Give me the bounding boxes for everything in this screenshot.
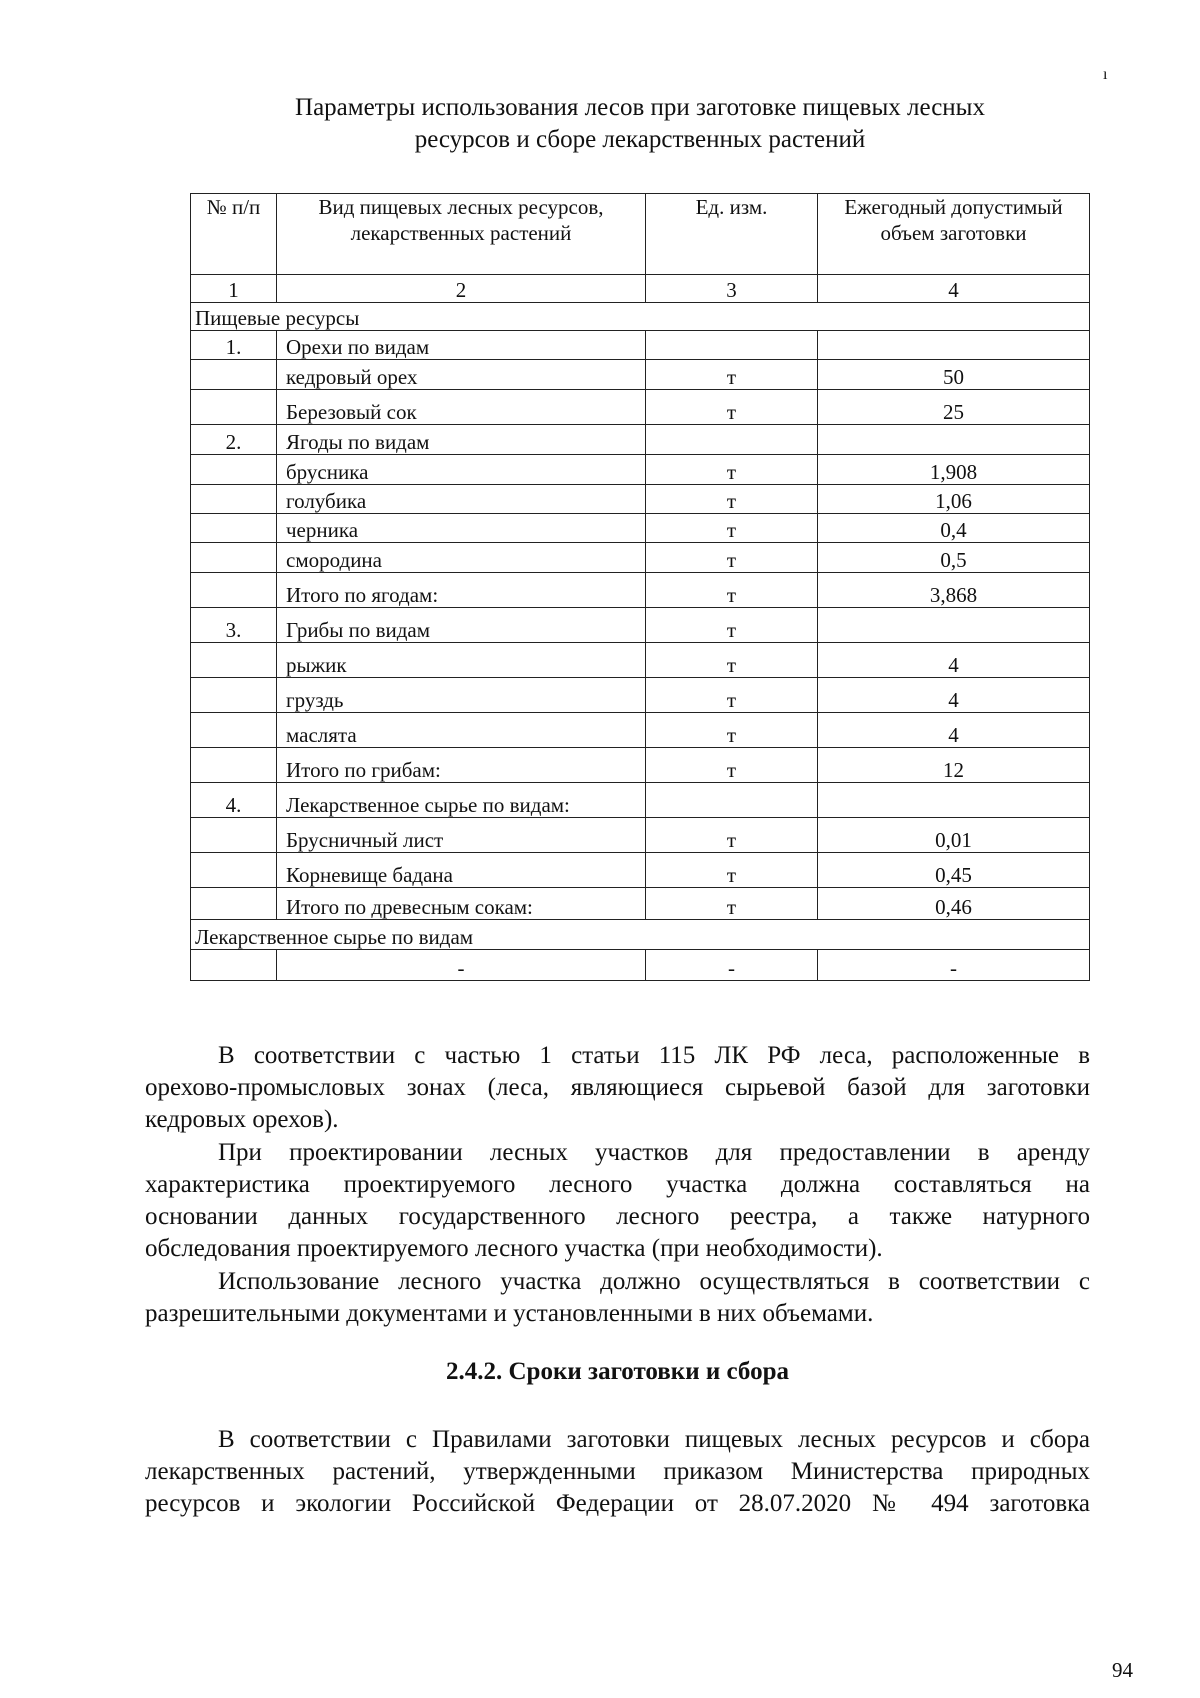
row-name: черника [277,514,646,543]
table-row [191,783,1090,818]
row-value: 25 [818,390,1090,425]
header-annual-volume: Ежегодный допустимый объем заготовки [818,194,1090,275]
row-name: рыжик [277,643,646,678]
row-unit: т [646,360,818,390]
row-unit: т [646,888,818,920]
row-value: 0,46 [818,888,1090,920]
row-unit: т [646,543,818,573]
row-unit [646,425,818,455]
table-row [191,853,1090,888]
title-line-2: ресурсов и сборе лекарственных растений [414,126,866,153]
table-row [191,543,1090,573]
text-line: В соответствии с частью 1 статьи 115 ЛК РФ леса, расположенные в [218,1042,1090,1069]
table-row [191,888,1090,920]
text-line: характеристика проектируемого лесного участка должна составляться на [145,1171,1090,1198]
row-name: - [277,950,646,981]
page-title [190,92,1090,156]
table-row [191,748,1090,783]
row-number [191,390,277,425]
col-number: 4 [818,275,1090,303]
row-value: 1,06 [818,485,1090,514]
row-unit: т [646,573,818,608]
row-value: 4 [818,643,1090,678]
row-value [818,783,1090,818]
table-row [191,678,1090,713]
table-row [191,455,1090,485]
row-number [191,888,277,920]
row-number [191,950,277,981]
row-value: 50 [818,360,1090,390]
col-number: 3 [646,275,818,303]
text-line: орехово-промысловых зонах (леса, являющиеся сырьевой базой для заготовки [145,1074,1090,1101]
table-row [191,425,1090,455]
row-unit: т [646,748,818,783]
header-unit: Ед. изм. [646,194,818,275]
section-row-medicinal [191,920,1090,950]
text-line: основании данных государственного лесного реестра, а также натурного [145,1203,1090,1230]
row-unit: т [646,485,818,514]
text-line: разрешительными документами и установленными в них объемами. [145,1300,874,1327]
row-name: смородина [277,543,646,573]
row-unit: т [646,514,818,543]
title-line-1: Параметры использования лесов при заготовке пищевых лесных [295,94,985,121]
table-row [191,573,1090,608]
row-unit: т [646,390,818,425]
row-unit: т [646,818,818,853]
row-number [191,748,277,783]
row-name: Орехи по видам [277,331,646,360]
row-number [191,360,277,390]
section-label: Пищевые ресурсы [191,303,1090,331]
table-row [191,485,1090,514]
table-row [191,360,1090,390]
row-unit: т [646,643,818,678]
section-label: Лекарственное сырье по видам [191,920,1090,950]
row-name: брусника [277,455,646,485]
row-name: Березовый сок [277,390,646,425]
paragraph-3 [145,1266,1090,1330]
table-row [191,331,1090,360]
row-number [191,818,277,853]
row-value [818,608,1090,643]
table-row [191,390,1090,425]
row-number [191,678,277,713]
table-row [191,818,1090,853]
row-unit [646,783,818,818]
row-number: 1. [191,331,277,360]
row-number: 2. [191,425,277,455]
row-name: Корневище бадана [277,853,646,888]
col-number: 2 [277,275,646,303]
table-row [191,608,1090,643]
row-number [191,713,277,748]
row-value: 0,4 [818,514,1090,543]
column-number-row [191,275,1090,303]
row-name: Ягоды по видам [277,425,646,455]
row-value [818,425,1090,455]
row-unit: т [646,455,818,485]
resources-table [190,193,1090,981]
text-line: При проектировании лесных участков для предоставлении в аренду [218,1139,1090,1166]
text-line: кедровых орехов). [145,1106,339,1133]
table-row [191,713,1090,748]
row-name: Итого по ягодам: [277,573,646,608]
row-number [191,543,277,573]
section-row-food [191,303,1090,331]
text-line: обследования проектируемого лесного участка (при необходимости). [145,1235,883,1262]
row-value: 12 [818,748,1090,783]
row-number [191,573,277,608]
text-line: лекарственных растений, утвержденными приказом Министерства природных [145,1458,1090,1485]
row-name: Брусничный лист [277,818,646,853]
row-number [191,514,277,543]
corner-mark: ı [1103,66,1108,83]
row-unit: т [646,608,818,643]
page-number: 94 [1112,1658,1133,1682]
paragraph-4 [145,1424,1090,1520]
row-number: 4. [191,783,277,818]
row-unit: - [646,950,818,981]
row-unit: т [646,713,818,748]
row-name: маслята [277,713,646,748]
row-value: - [818,950,1090,981]
row-number [191,853,277,888]
row-value: 0,45 [818,853,1090,888]
table-header-row [191,194,1090,275]
row-name: Лекарственное сырье по видам: [277,783,646,818]
row-value [818,331,1090,360]
text-line: Использование лесного участка должно осуществляться в соответствии с [218,1268,1090,1295]
text-line: В соответствии с Правилами заготовки пищевых лесных ресурсов и сбора [218,1426,1090,1453]
row-name: Грибы по видам [277,608,646,643]
row-value: 1,908 [818,455,1090,485]
row-value: 3,868 [818,573,1090,608]
row-value: 0,01 [818,818,1090,853]
row-unit [646,331,818,360]
table-row [191,514,1090,543]
row-number [191,455,277,485]
row-name: груздь [277,678,646,713]
row-number [191,643,277,678]
text-line: ресурсов и экологии Российской Федерации от 28.07.2020 № 494 заготовка [145,1490,1090,1517]
row-number: 3. [191,608,277,643]
row-unit: т [646,853,818,888]
row-value: 4 [818,678,1090,713]
row-value: 4 [818,713,1090,748]
table-row-dashes [191,950,1090,981]
paragraph-1 [145,1040,1090,1136]
row-name: Итого по древесным сокам: [277,888,646,920]
col-number: 1 [191,275,277,303]
row-unit: т [646,678,818,713]
table-row [191,643,1090,678]
header-resource-type: Вид пищевых лесных ресурсов, лекарственных растений [277,194,646,275]
row-name: кедровый орех [277,360,646,390]
section-heading: 2.4.2. Сроки заготовки и сбора [446,1358,789,1385]
row-name: голубика [277,485,646,514]
row-value: 0,5 [818,543,1090,573]
paragraph-2 [145,1137,1090,1265]
row-name: Итого по грибам: [277,748,646,783]
header-number: № п/п [191,194,277,275]
row-number [191,485,277,514]
